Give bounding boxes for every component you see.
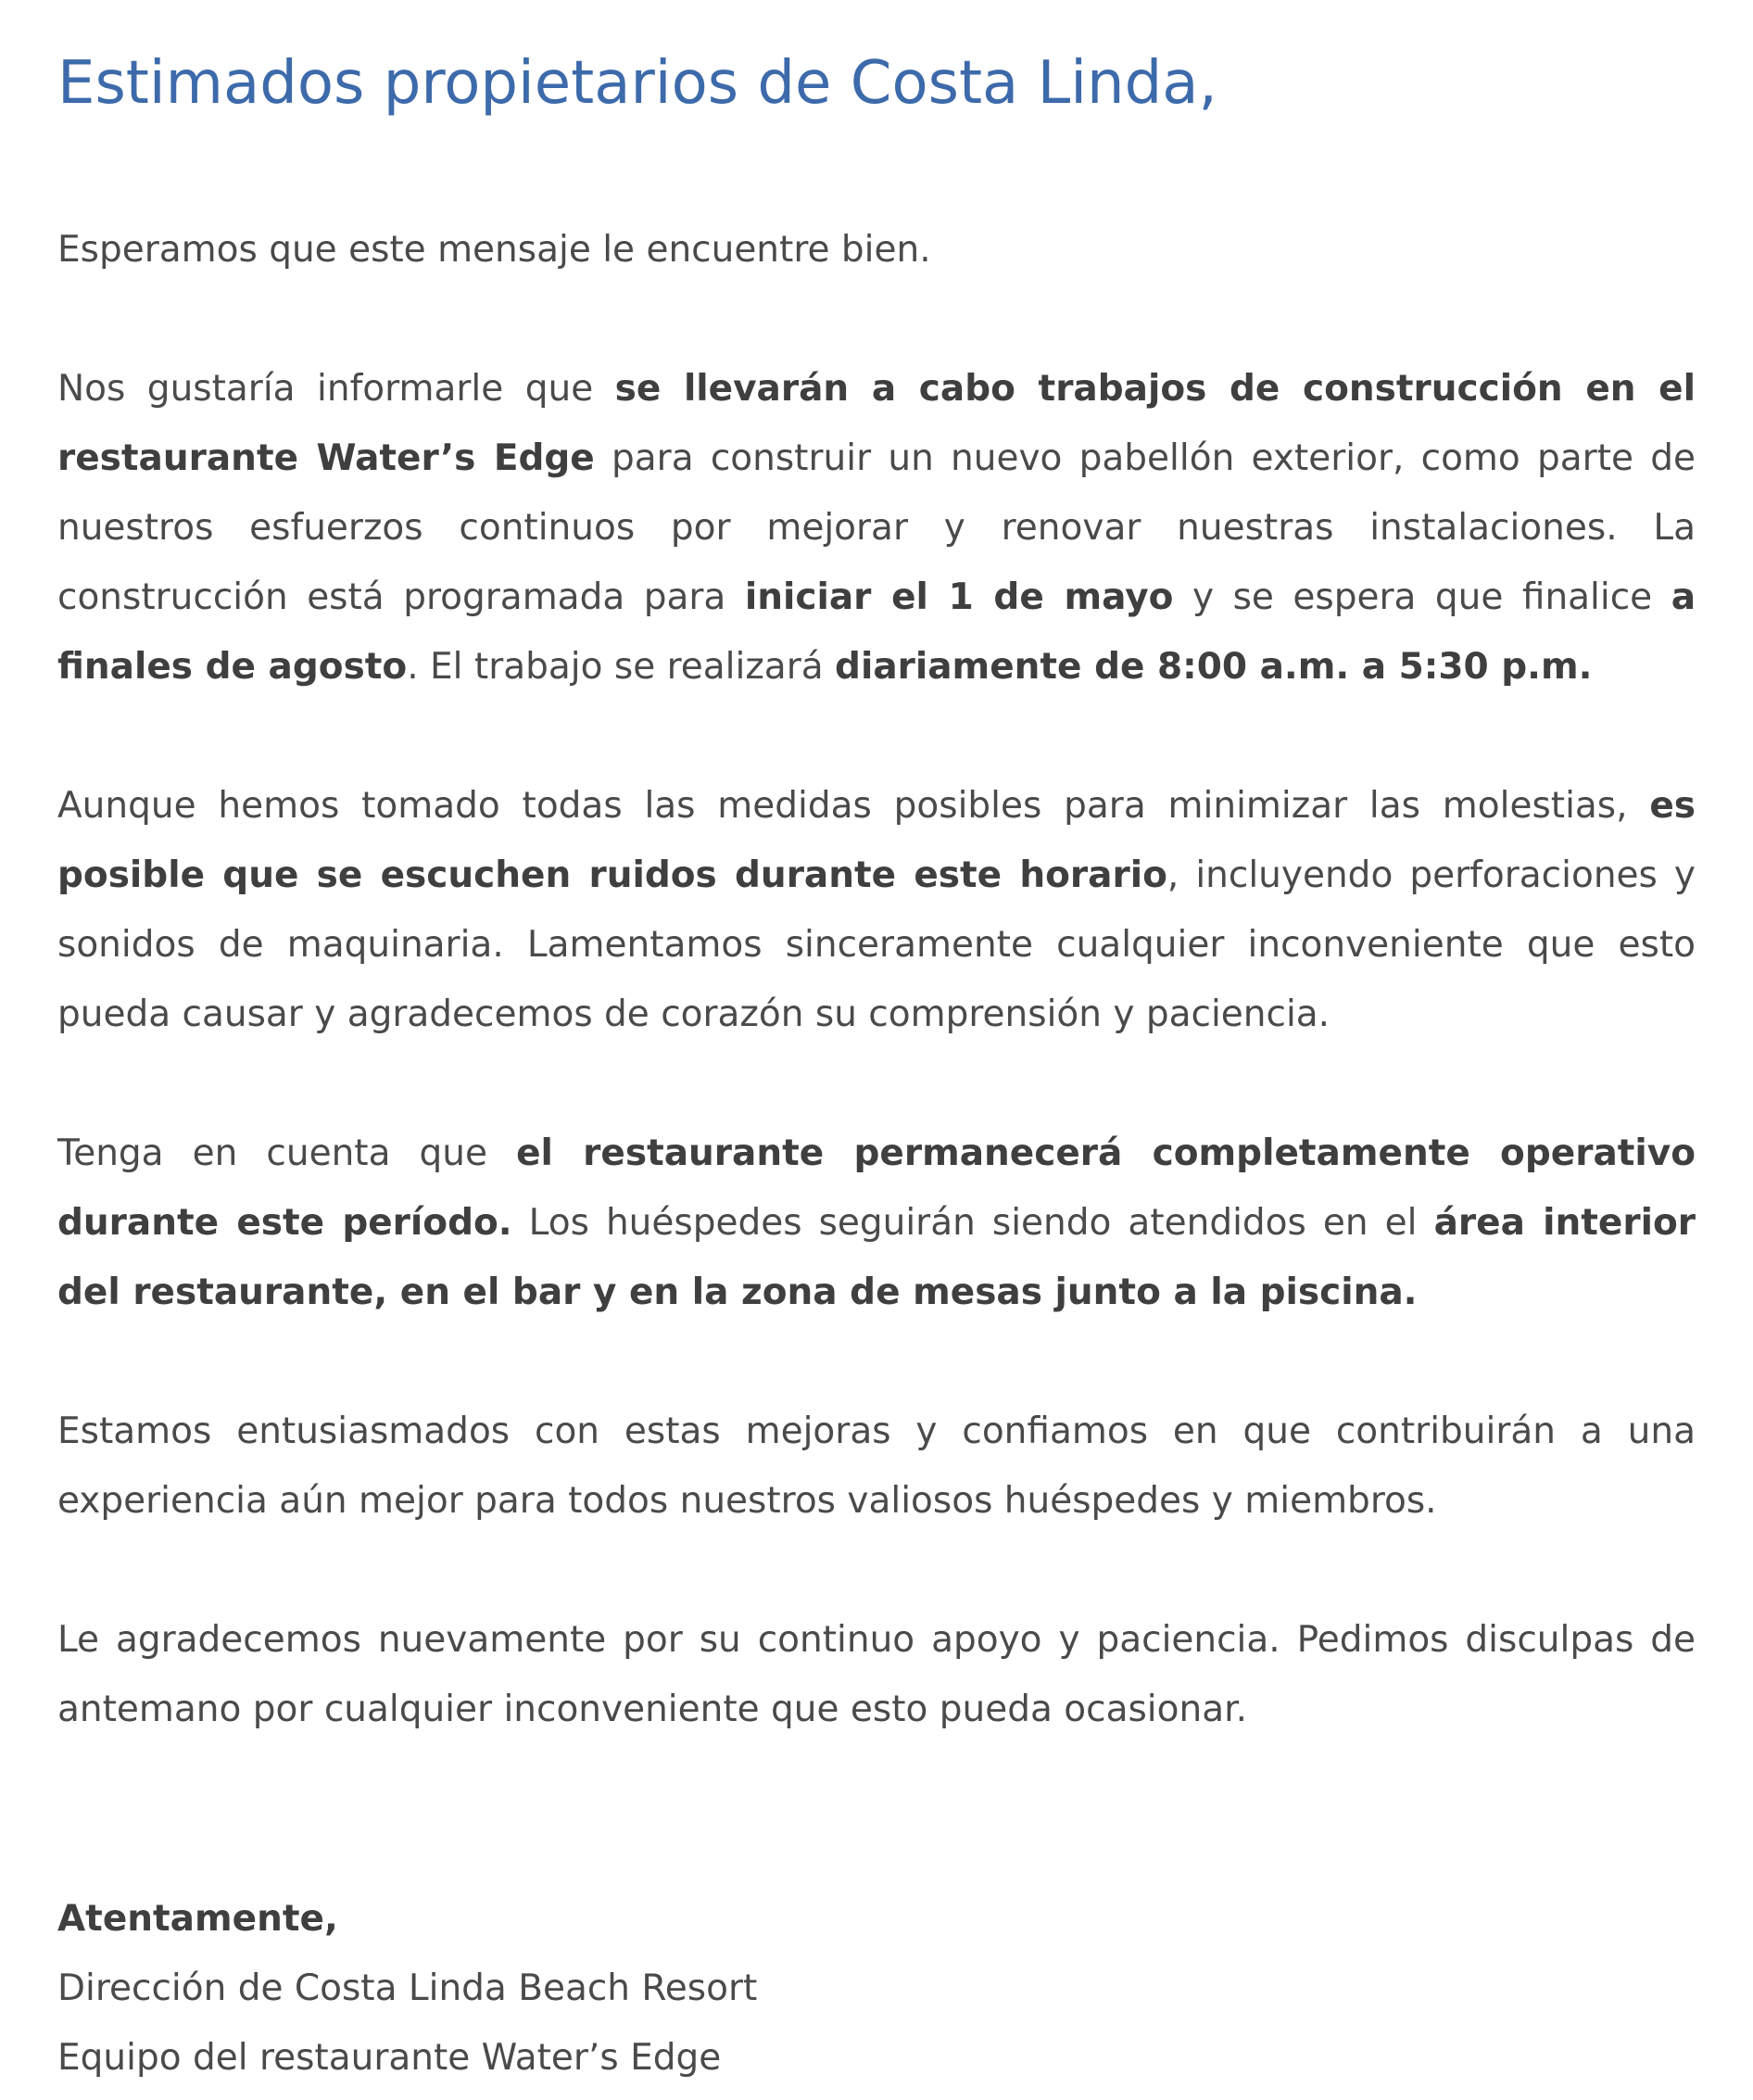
text-segment: para construir un nuevo pabellón exterior, como parte de nuestros esfuerzos continuos por mejorar y renovar nuestras instalaciones. La construcción está programada para (57, 437, 1696, 618)
text-segment: Tenga en cuenta que (57, 1132, 517, 1174)
signature-line-restaurant-team: Equipo del restaurante Water’s Edge (57, 2037, 722, 2079)
paragraph-noise-notice (57, 771, 1696, 1049)
bold-segment: área interior del restaurante, en el bar y en la zona de mesas junto a la piscina. (57, 1202, 1696, 1313)
paragraph-thanks: Le agradecemos nuevamente por su continuo apoyo y paciencia. Pedimos disculpas de antemano por cualquier inconveniente que esto pueda ocasionar. (57, 1619, 1696, 1730)
text-segment: y se espera que finalice (1173, 576, 1671, 618)
signature-block (57, 1884, 1696, 2093)
text-segment: . El trabajo se realizará (407, 646, 836, 688)
paragraph-improvements: Estamos entusiasmados con estas mejoras y confiamos en que contribuirán a una experiencia aún mejor para todos nuestros valiosos huéspedes y miembros. (57, 1411, 1696, 1522)
bold-segment: a finales de agosto (57, 576, 1696, 688)
text-segment: Nos gustaría informarle que (57, 368, 615, 410)
paragraph-construction-notice (57, 354, 1696, 702)
closing-line: Atentamente, (57, 1898, 338, 1940)
text-segment: , incluyendo perforaciones y sonidos de maquinaria. Lamentamos sinceramente cualquier inconveniente que esto pueda causar y agradecemos de corazón su comprensión y paciencia. (57, 854, 1696, 1035)
bold-segment: es posible que se escuchen ruidos durante este horario (57, 785, 1696, 896)
letter-title: Estimados propietarios de Costa Linda, (57, 49, 1217, 118)
bold-segment: se llevarán a cabo trabajos de construcción en el restaurante Water’s Edge (57, 368, 1696, 479)
signature-line-management: Dirección de Costa Linda Beach Resort (57, 1967, 758, 2009)
text-segment: Aunque hemos tomado todas las medidas posibles para minimizar las molestias, (57, 785, 1650, 827)
text-segment: Los huéspedes seguirán siendo atendidos en el (511, 1202, 1434, 1244)
bold-segment: diariamente de 8:00 a.m. a 5:30 p.m. (835, 646, 1593, 688)
bold-segment: el restaurante permanecerá completamente operativo durante este período. (57, 1132, 1696, 1244)
paragraph-operations-notice (57, 1119, 1696, 1327)
greeting-line: Esperamos que este mensaje le encuentre bien. (57, 229, 931, 271)
bold-segment: iniciar el 1 de mayo (744, 576, 1174, 618)
